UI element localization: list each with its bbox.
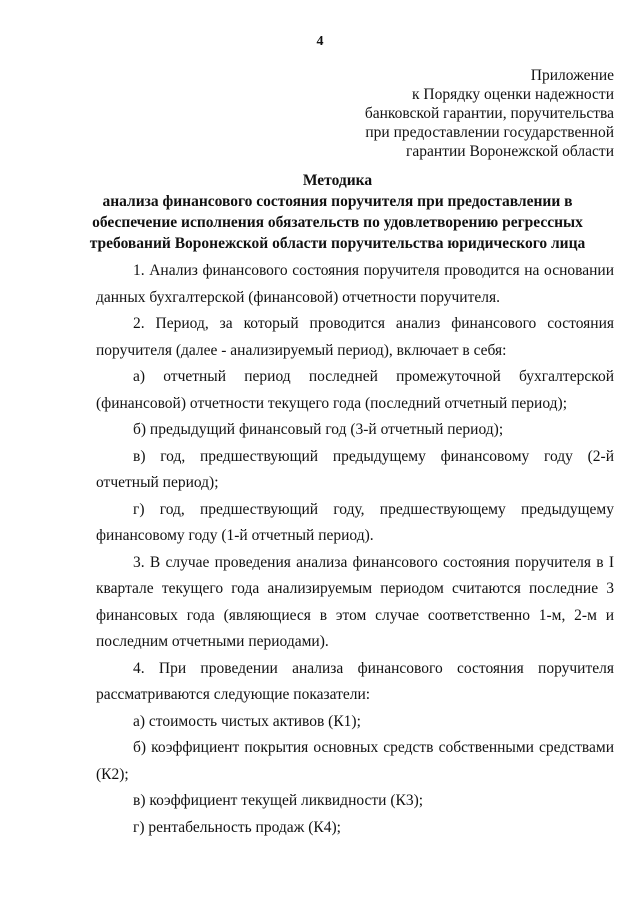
title-subtitle: анализа финансового состояния поручителя при предоставлении в обеспечение исполнения обязательств по удовлетворению регрессных требований Воронежской области поручительства юридического лица xyxy=(89,193,586,252)
appendix-line: Приложение xyxy=(530,67,614,84)
appendix-line: банковской гарантии, поручительства xyxy=(364,105,614,122)
paragraph: а) отчетный период последней промежуточной бухгалтерской (финансовой) отчетности текущего года (последний отчетный период); xyxy=(96,368,614,412)
appendix-line: к Порядку оценки надежности xyxy=(412,86,614,103)
appendix-line: гарантии Воронежской области xyxy=(406,143,614,160)
appendix-line: при предоставлении государственной xyxy=(365,124,614,141)
paragraph: г) рентабельность продаж (К4); xyxy=(133,818,341,836)
paragraph: 4. При проведении анализа финансового состояния поручителя рассматриваются следующие показатели: xyxy=(96,659,614,703)
paragraph: в) год, предшествующий предыдущему финансовому году (2-й отчетный период); xyxy=(96,447,614,491)
document-title xyxy=(60,170,615,254)
appendix-header xyxy=(365,66,614,161)
paragraph: в) коэффициент текущей ликвидности (К3); xyxy=(133,792,424,809)
paragraph: 3. В случае проведения анализа финансового состояния поручителя в I квартале текущего года анализируемым периодом считаются последние 3 финансовых года (являющиеся в этом случае соответственно 1-м, 2-м и последним отчетными периодами). xyxy=(96,553,614,650)
paragraph: б) предыдущий финансовый год (3-й отчетный период); xyxy=(133,421,504,438)
title-main: Методика xyxy=(302,172,373,189)
paragraph: 1. Анализ финансового состояния поручителя проводится на основании данных бухгалтерской (финансовой) отчетности поручителя. xyxy=(96,262,614,306)
paragraph: б) коэффициент покрытия основных средств собственными средствами (К2); xyxy=(96,739,614,783)
paragraph: г) год, предшествующий году, предшествующему предыдущему финансовому году (1-й отчетный период). xyxy=(96,500,614,544)
document-body xyxy=(96,258,614,841)
paragraph: а) стоимость чистых активов (К1); xyxy=(133,712,361,730)
paragraph: 2. Период, за который проводится анализ финансового состояния поручителя (далее - анализируемый период), включает в себя: xyxy=(96,315,614,359)
page-number: 4 xyxy=(316,34,324,49)
